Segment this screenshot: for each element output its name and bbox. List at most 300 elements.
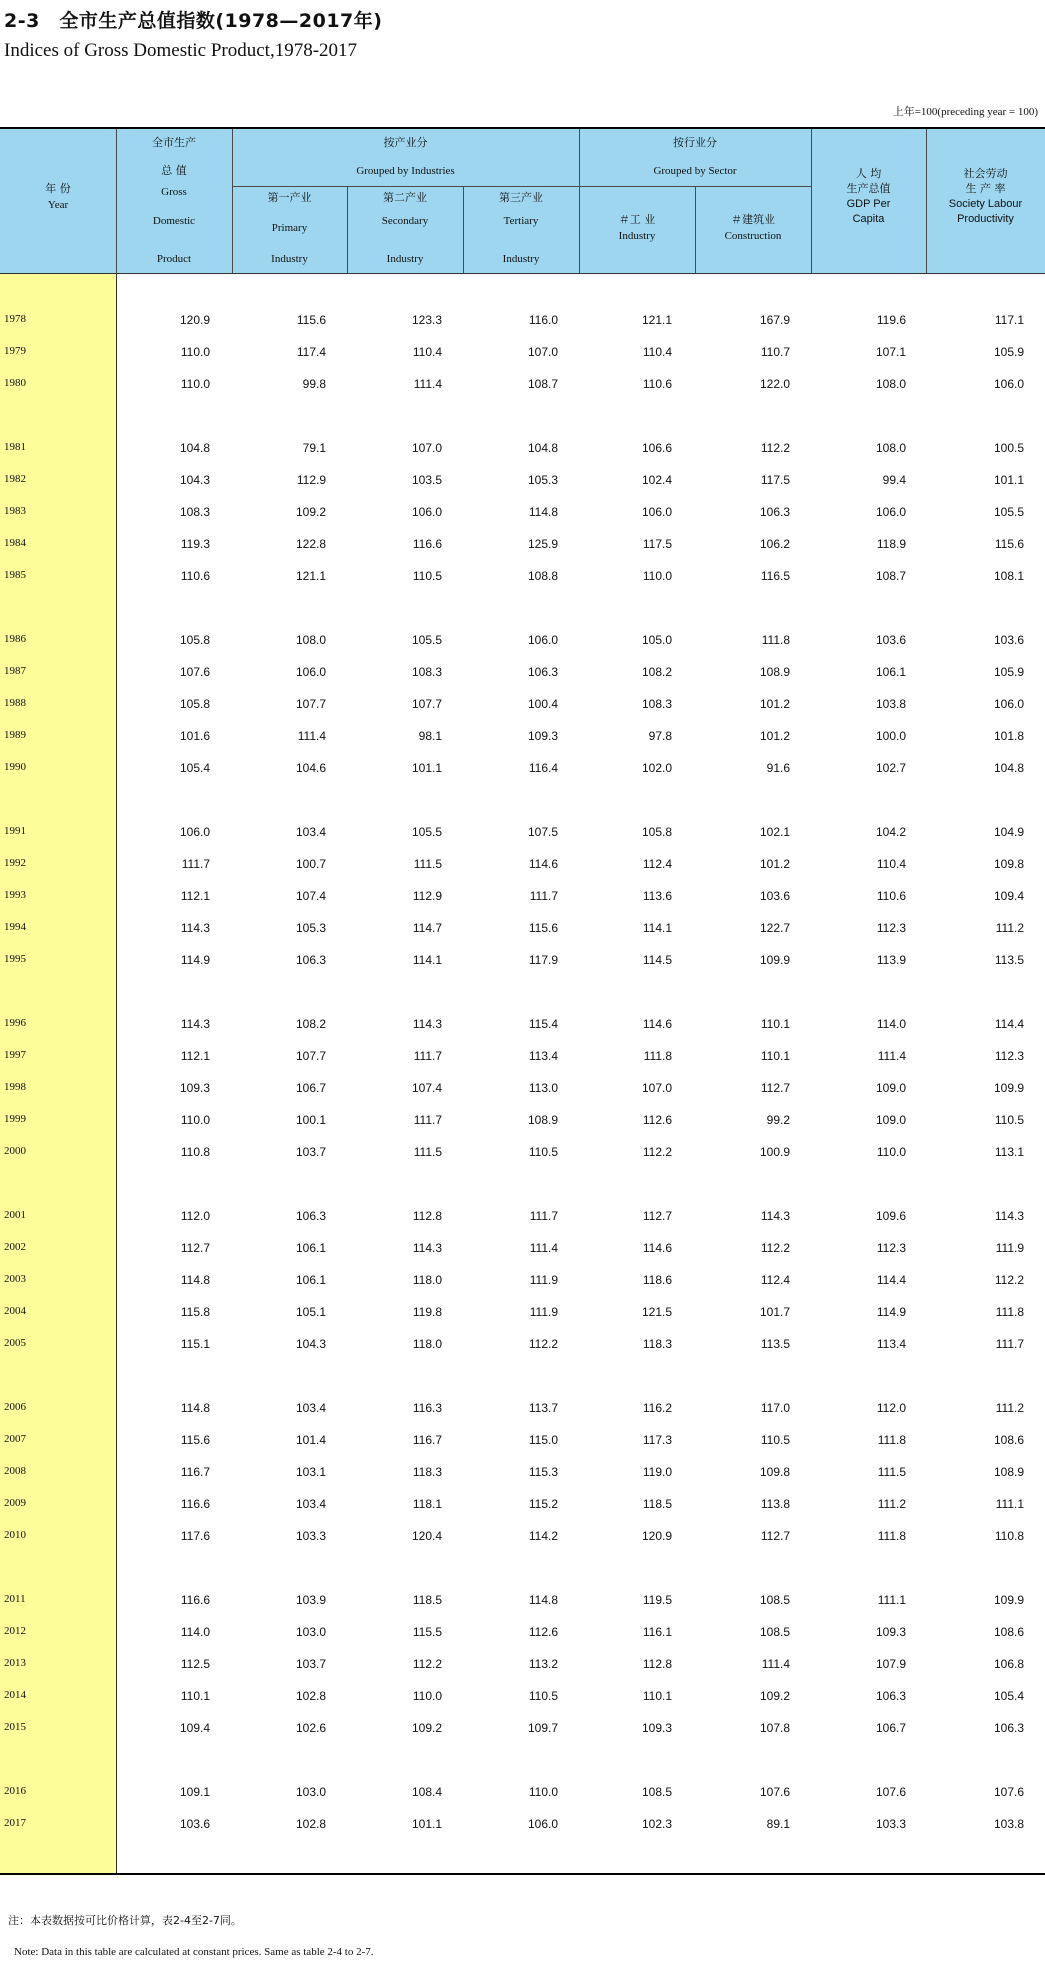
gdp-cell: 116.6 bbox=[180, 1497, 210, 1511]
secondary-cell: 123.3 bbox=[411, 313, 442, 327]
construction-cell: 112.2 bbox=[760, 441, 790, 455]
tertiary-cell: 111.7 bbox=[529, 889, 558, 903]
industry-cell: 114.6 bbox=[642, 1241, 672, 1255]
labour-productivity-cell: 106.0 bbox=[993, 377, 1024, 391]
labour-productivity-cell: 114.4 bbox=[994, 1017, 1024, 1031]
construction-cell: 108.5 bbox=[759, 1593, 790, 1607]
per-capita-cell: 114.0 bbox=[876, 1017, 906, 1031]
secondary-cell: 111.7 bbox=[413, 1049, 442, 1063]
gdp-cell: 112.0 bbox=[180, 1209, 210, 1223]
year-cell: 2007 bbox=[4, 1433, 26, 1445]
gdp-cell: 110.0 bbox=[180, 345, 210, 359]
gdp-cell: 112.1 bbox=[180, 1049, 210, 1063]
construction-cell: 122.0 bbox=[759, 377, 790, 391]
year-cell: 2005 bbox=[4, 1337, 26, 1349]
per-capita-cell: 99.4 bbox=[882, 473, 906, 487]
per-capita-cell: 111.2 bbox=[877, 1497, 906, 1511]
tertiary-cell: 115.2 bbox=[528, 1497, 558, 1511]
year-cell: 1978 bbox=[4, 313, 26, 325]
header-gdp-cn2: 总 值 bbox=[161, 164, 187, 177]
primary-cell: 112.9 bbox=[296, 473, 326, 487]
per-capita-cell: 114.4 bbox=[876, 1273, 906, 1287]
per-capita-cell: 107.6 bbox=[875, 1785, 906, 1799]
labour-productivity-cell: 107.6 bbox=[993, 1785, 1024, 1799]
labour-productivity-cell: 108.9 bbox=[993, 1465, 1024, 1479]
secondary-cell: 110.5 bbox=[412, 569, 442, 583]
year-cell: 1997 bbox=[4, 1049, 26, 1061]
tertiary-cell: 114.8 bbox=[528, 505, 558, 519]
per-capita-cell: 118.9 bbox=[876, 537, 906, 551]
tertiary-cell: 116.4 bbox=[528, 761, 558, 775]
per-capita-cell: 113.9 bbox=[876, 953, 906, 967]
year-cell: 1999 bbox=[4, 1113, 26, 1125]
year-cell: 2000 bbox=[4, 1145, 26, 1157]
tertiary-cell: 106.0 bbox=[527, 1817, 558, 1831]
header-primary-cn: 第一产业 bbox=[267, 191, 312, 204]
gdp-cell: 103.6 bbox=[179, 1817, 210, 1831]
gdp-cell: 109.3 bbox=[179, 1081, 210, 1095]
year-cell: 2016 bbox=[4, 1785, 26, 1797]
primary-cell: 103.0 bbox=[295, 1785, 326, 1799]
per-capita-cell: 103.3 bbox=[875, 1817, 906, 1831]
header-gdp-cn1: 全市生产 bbox=[152, 136, 196, 149]
secondary-cell: 118.3 bbox=[412, 1465, 442, 1479]
table-row bbox=[0, 825, 1045, 843]
table-row bbox=[0, 953, 1045, 971]
industry-cell: 102.4 bbox=[641, 473, 672, 487]
per-capita-cell: 106.1 bbox=[875, 665, 906, 679]
secondary-cell: 105.5 bbox=[411, 633, 442, 647]
secondary-cell: 118.0 bbox=[412, 1337, 442, 1351]
secondary-cell: 115.5 bbox=[412, 1625, 442, 1639]
footnote-cn: 注：本表数据按可比价格计算，表2-4至2-7同。 bbox=[8, 1914, 242, 1927]
per-capita-cell: 111.8 bbox=[877, 1529, 906, 1543]
year-cell: 1989 bbox=[4, 729, 26, 741]
construction-cell: 117.5 bbox=[760, 473, 790, 487]
year-cell: 2011 bbox=[4, 1593, 26, 1605]
tertiary-cell: 111.9 bbox=[529, 1273, 558, 1287]
secondary-cell: 111.7 bbox=[413, 1113, 442, 1127]
primary-cell: 99.8 bbox=[302, 377, 326, 391]
table-row bbox=[0, 921, 1045, 939]
industry-cell: 119.0 bbox=[642, 1465, 672, 1479]
primary-cell: 103.7 bbox=[295, 1145, 326, 1159]
tertiary-cell: 111.4 bbox=[529, 1241, 558, 1255]
gdp-cell: 110.8 bbox=[180, 1145, 210, 1159]
industry-cell: 114.6 bbox=[642, 1017, 672, 1031]
tertiary-cell: 105.3 bbox=[527, 473, 558, 487]
labour-productivity-cell: 113.1 bbox=[994, 1145, 1024, 1159]
table-row bbox=[0, 761, 1045, 779]
tertiary-cell: 115.3 bbox=[528, 1465, 558, 1479]
gdp-cell: 105.8 bbox=[179, 633, 210, 647]
primary-cell: 107.4 bbox=[295, 889, 326, 903]
table-row bbox=[0, 1017, 1045, 1035]
per-capita-cell: 111.1 bbox=[877, 1593, 906, 1607]
primary-cell: 106.3 bbox=[295, 1209, 326, 1223]
gdp-cell: 110.0 bbox=[180, 377, 210, 391]
construction-cell: 108.5 bbox=[759, 1625, 790, 1639]
header-secondary-en1: Secondary bbox=[381, 215, 429, 227]
industry-cell: 110.0 bbox=[642, 569, 672, 583]
secondary-cell: 110.4 bbox=[412, 345, 442, 359]
labour-productivity-cell: 111.2 bbox=[995, 921, 1024, 935]
table-row bbox=[0, 1817, 1045, 1835]
header-percapita-cn2: 生产总值 bbox=[846, 182, 891, 195]
per-capita-cell: 112.0 bbox=[876, 1401, 906, 1415]
per-capita-cell: 102.7 bbox=[875, 761, 906, 775]
construction-cell: 91.6 bbox=[766, 761, 790, 775]
year-cell: 1998 bbox=[4, 1081, 26, 1093]
gdp-cell: 108.3 bbox=[179, 505, 210, 519]
industry-cell: 112.7 bbox=[642, 1209, 672, 1223]
primary-cell: 103.7 bbox=[295, 1657, 326, 1671]
table-row bbox=[0, 1209, 1045, 1227]
secondary-cell: 114.7 bbox=[412, 921, 442, 935]
tertiary-cell: 107.0 bbox=[527, 345, 558, 359]
construction-cell: 109.8 bbox=[759, 1465, 790, 1479]
table-row bbox=[0, 1657, 1045, 1675]
year-cell: 2002 bbox=[4, 1241, 26, 1253]
primary-cell: 103.9 bbox=[295, 1593, 326, 1607]
gdp-cell: 115.1 bbox=[180, 1337, 210, 1351]
table-row bbox=[0, 1721, 1045, 1739]
gdp-cell: 119.3 bbox=[180, 537, 210, 551]
header-secondary-en2: Industry bbox=[386, 253, 424, 265]
secondary-cell: 116.6 bbox=[412, 537, 442, 551]
per-capita-cell: 110.4 bbox=[876, 857, 906, 871]
per-capita-cell: 103.6 bbox=[875, 633, 906, 647]
industry-cell: 114.5 bbox=[642, 953, 672, 967]
industry-cell: 112.2 bbox=[642, 1145, 672, 1159]
gdp-cell: 109.4 bbox=[179, 1721, 210, 1735]
primary-cell: 107.7 bbox=[295, 697, 326, 711]
gdp-cell: 107.6 bbox=[179, 665, 210, 679]
header-tertiary-en2: Industry bbox=[502, 253, 540, 265]
construction-cell: 111.8 bbox=[761, 633, 790, 647]
tertiary-cell: 125.9 bbox=[527, 537, 558, 551]
tertiary-cell: 106.0 bbox=[527, 633, 558, 647]
header-year-en: Year bbox=[47, 199, 69, 211]
labour-productivity-cell: 103.6 bbox=[993, 633, 1024, 647]
construction-cell: 101.2 bbox=[759, 697, 790, 711]
labour-productivity-cell: 109.8 bbox=[993, 857, 1024, 871]
year-cell: 2003 bbox=[4, 1273, 26, 1285]
year-cell: 1988 bbox=[4, 697, 26, 709]
primary-cell: 104.6 bbox=[295, 761, 326, 775]
year-cell: 1983 bbox=[4, 505, 26, 517]
gdp-cell: 106.0 bbox=[179, 825, 210, 839]
tertiary-cell: 110.0 bbox=[528, 1785, 558, 1799]
industry-cell: 120.9 bbox=[641, 1529, 672, 1543]
secondary-cell: 107.7 bbox=[411, 697, 442, 711]
page-title-cn: 2-3 全市生产总值指数(1978—2017年) bbox=[4, 10, 383, 32]
labour-productivity-cell: 105.9 bbox=[993, 665, 1024, 679]
primary-cell: 122.8 bbox=[295, 537, 326, 551]
per-capita-cell: 113.4 bbox=[876, 1337, 906, 1351]
tertiary-cell: 106.3 bbox=[527, 665, 558, 679]
table-row bbox=[0, 1497, 1045, 1515]
labour-productivity-cell: 108.1 bbox=[993, 569, 1024, 583]
labour-productivity-cell: 106.0 bbox=[993, 697, 1024, 711]
industry-cell: 116.2 bbox=[642, 1401, 672, 1415]
gdp-cell: 114.0 bbox=[180, 1625, 210, 1639]
year-cell: 1984 bbox=[4, 537, 26, 549]
labour-productivity-cell: 111.9 bbox=[995, 1241, 1024, 1255]
primary-cell: 106.0 bbox=[295, 665, 326, 679]
construction-cell: 107.8 bbox=[759, 1721, 790, 1735]
industry-cell: 106.0 bbox=[641, 505, 672, 519]
labour-productivity-cell: 112.3 bbox=[994, 1049, 1024, 1063]
table-row bbox=[0, 1401, 1045, 1419]
per-capita-cell: 107.9 bbox=[875, 1657, 906, 1671]
per-capita-cell: 106.7 bbox=[875, 1721, 906, 1735]
header-tertiary-en1: Tertiary bbox=[503, 215, 539, 227]
header-primary-en2: Industry bbox=[271, 253, 308, 265]
per-capita-cell: 108.7 bbox=[875, 569, 906, 583]
per-capita-cell: 108.0 bbox=[875, 441, 906, 455]
secondary-cell: 107.0 bbox=[411, 441, 442, 455]
industry-cell: 118.5 bbox=[642, 1497, 672, 1511]
secondary-cell: 103.5 bbox=[411, 473, 442, 487]
industry-cell: 114.1 bbox=[642, 921, 672, 935]
labour-productivity-cell: 105.5 bbox=[993, 505, 1024, 519]
per-capita-cell: 100.0 bbox=[875, 729, 906, 743]
industry-cell: 106.6 bbox=[641, 441, 672, 455]
construction-cell: 106.2 bbox=[759, 537, 790, 551]
header-gdp-en1: Gross bbox=[161, 186, 187, 198]
industry-cell: 113.6 bbox=[642, 889, 672, 903]
year-cell: 2008 bbox=[4, 1465, 26, 1477]
secondary-cell: 111.4 bbox=[413, 377, 442, 391]
construction-cell: 100.9 bbox=[759, 1145, 790, 1159]
table-row bbox=[0, 1465, 1045, 1483]
header-sector-en: Grouped by Sector bbox=[653, 165, 737, 177]
year-cell: 1995 bbox=[4, 953, 26, 965]
tertiary-cell: 112.6 bbox=[528, 1625, 558, 1639]
table-row bbox=[0, 377, 1045, 395]
table-bottom-rule bbox=[0, 1873, 1045, 1875]
per-capita-cell: 103.8 bbox=[875, 697, 906, 711]
secondary-cell: 116.7 bbox=[412, 1433, 442, 1447]
table-row bbox=[0, 1273, 1045, 1291]
tertiary-cell: 115.6 bbox=[528, 921, 558, 935]
per-capita-cell: 112.3 bbox=[876, 1241, 906, 1255]
table-row bbox=[0, 1529, 1045, 1547]
industry-cell: 112.6 bbox=[642, 1113, 672, 1127]
construction-cell: 117.0 bbox=[760, 1401, 790, 1415]
gdp-cell: 104.8 bbox=[179, 441, 210, 455]
header-industry-cn: ＃工 业 bbox=[618, 213, 656, 226]
tertiary-cell: 111.7 bbox=[529, 1209, 558, 1223]
labour-productivity-cell: 106.8 bbox=[993, 1657, 1024, 1671]
industry-cell: 111.8 bbox=[643, 1049, 672, 1063]
secondary-cell: 107.4 bbox=[411, 1081, 442, 1095]
labour-productivity-cell: 111.7 bbox=[995, 1337, 1024, 1351]
construction-cell: 106.3 bbox=[759, 505, 790, 519]
construction-cell: 111.4 bbox=[761, 1657, 790, 1671]
table-row bbox=[0, 1785, 1045, 1803]
labour-productivity-cell: 111.8 bbox=[995, 1305, 1024, 1319]
header-industry-en: Industry bbox=[618, 230, 656, 242]
table-row bbox=[0, 729, 1045, 747]
industry-cell: 121.5 bbox=[641, 1305, 672, 1319]
secondary-cell: 118.1 bbox=[412, 1497, 442, 1511]
tertiary-cell: 115.4 bbox=[528, 1017, 558, 1031]
year-cell: 1979 bbox=[4, 345, 26, 357]
secondary-cell: 119.8 bbox=[412, 1305, 442, 1319]
gdp-cell: 105.4 bbox=[179, 761, 210, 775]
labour-productivity-cell: 108.6 bbox=[993, 1433, 1024, 1447]
construction-cell: 110.7 bbox=[760, 345, 790, 359]
year-cell: 2012 bbox=[4, 1625, 26, 1637]
construction-cell: 89.1 bbox=[766, 1817, 790, 1831]
labour-productivity-cell: 111.2 bbox=[995, 1401, 1024, 1415]
secondary-cell: 111.5 bbox=[413, 857, 442, 871]
page-title-en: Indices of Gross Domestic Product,1978-2017 bbox=[4, 40, 358, 61]
construction-cell: 167.9 bbox=[759, 313, 790, 327]
gdp-cell: 116.6 bbox=[180, 1593, 210, 1607]
tertiary-cell: 100.4 bbox=[527, 697, 558, 711]
industry-cell: 121.1 bbox=[641, 313, 672, 327]
tertiary-cell: 115.0 bbox=[528, 1433, 558, 1447]
per-capita-cell: 111.4 bbox=[877, 1049, 906, 1063]
industry-cell: 118.3 bbox=[642, 1337, 672, 1351]
construction-cell: 122.7 bbox=[759, 921, 790, 935]
header-construction-en: Construction bbox=[724, 230, 782, 242]
secondary-cell: 101.1 bbox=[411, 1817, 442, 1831]
primary-cell: 100.7 bbox=[295, 857, 326, 871]
primary-cell: 106.1 bbox=[295, 1241, 326, 1255]
construction-cell: 112.7 bbox=[760, 1081, 790, 1095]
table-row bbox=[0, 889, 1045, 907]
header-percapita-en1: GDP Per bbox=[846, 198, 891, 210]
secondary-cell: 114.3 bbox=[412, 1241, 442, 1255]
tertiary-cell: 112.2 bbox=[528, 1337, 558, 1351]
gdp-cell: 110.1 bbox=[180, 1689, 210, 1703]
table-row bbox=[0, 1113, 1045, 1131]
per-capita-cell: 109.0 bbox=[875, 1081, 906, 1095]
labour-productivity-cell: 109.4 bbox=[993, 889, 1024, 903]
industry-cell: 117.3 bbox=[642, 1433, 672, 1447]
header-primary-en1: Primary bbox=[271, 222, 308, 234]
industry-cell: 108.5 bbox=[641, 1785, 672, 1799]
year-cell: 1985 bbox=[4, 569, 26, 581]
table-row bbox=[0, 345, 1045, 363]
primary-cell: 102.8 bbox=[295, 1689, 326, 1703]
primary-cell: 105.1 bbox=[295, 1305, 326, 1319]
primary-cell: 101.4 bbox=[295, 1433, 326, 1447]
gdp-cell: 101.6 bbox=[179, 729, 210, 743]
industry-cell: 110.6 bbox=[642, 377, 672, 391]
table-row bbox=[0, 1689, 1045, 1707]
primary-cell: 108.2 bbox=[295, 1017, 326, 1031]
industry-cell: 108.3 bbox=[641, 697, 672, 711]
table-row bbox=[0, 569, 1045, 587]
table-row bbox=[0, 1241, 1045, 1259]
tertiary-cell: 109.7 bbox=[527, 1721, 558, 1735]
tertiary-cell: 104.8 bbox=[527, 441, 558, 455]
secondary-cell: 112.8 bbox=[412, 1209, 442, 1223]
industry-cell: 110.4 bbox=[642, 345, 672, 359]
primary-cell: 102.8 bbox=[295, 1817, 326, 1831]
gdp-cell: 112.7 bbox=[180, 1241, 210, 1255]
industry-cell: 105.8 bbox=[641, 825, 672, 839]
secondary-cell: 114.3 bbox=[412, 1017, 442, 1031]
year-cell: 2017 bbox=[4, 1817, 26, 1829]
construction-cell: 112.2 bbox=[760, 1241, 790, 1255]
industry-cell: 97.8 bbox=[648, 729, 672, 743]
gdp-cell: 110.0 bbox=[180, 1113, 210, 1127]
secondary-cell: 112.9 bbox=[412, 889, 442, 903]
per-capita-cell: 110.6 bbox=[876, 889, 906, 903]
per-capita-cell: 107.1 bbox=[875, 345, 906, 359]
primary-cell: 108.0 bbox=[295, 633, 326, 647]
tertiary-cell: 116.0 bbox=[528, 313, 558, 327]
industry-cell: 108.2 bbox=[641, 665, 672, 679]
primary-cell: 115.6 bbox=[296, 313, 326, 327]
secondary-cell: 110.0 bbox=[412, 1689, 442, 1703]
industry-cell: 107.0 bbox=[641, 1081, 672, 1095]
per-capita-cell: 111.8 bbox=[877, 1433, 906, 1447]
construction-cell: 112.4 bbox=[760, 1273, 790, 1287]
primary-cell: 103.4 bbox=[295, 825, 326, 839]
header-sector-cn: 按行业分 bbox=[673, 136, 717, 149]
labour-productivity-cell: 106.3 bbox=[993, 1721, 1024, 1735]
construction-cell: 113.8 bbox=[760, 1497, 790, 1511]
year-cell: 1987 bbox=[4, 665, 26, 677]
tertiary-cell: 114.6 bbox=[528, 857, 558, 871]
labour-productivity-cell: 100.5 bbox=[993, 441, 1024, 455]
gdp-cell: 112.5 bbox=[180, 1657, 210, 1671]
primary-cell: 103.1 bbox=[295, 1465, 326, 1479]
primary-cell: 109.2 bbox=[295, 505, 326, 519]
gdp-cell: 114.8 bbox=[180, 1401, 210, 1415]
industry-cell: 118.6 bbox=[642, 1273, 672, 1287]
gdp-cell: 109.1 bbox=[179, 1785, 210, 1799]
per-capita-cell: 119.6 bbox=[876, 313, 906, 327]
year-cell: 2009 bbox=[4, 1497, 26, 1509]
year-cell: 1994 bbox=[4, 921, 26, 933]
header-divider bbox=[232, 186, 811, 187]
header-labour-en1: Society Labour bbox=[948, 198, 1023, 210]
header-tertiary-cn: 第三产业 bbox=[499, 191, 543, 204]
labour-productivity-cell: 108.6 bbox=[993, 1625, 1024, 1639]
primary-cell: 103.4 bbox=[295, 1401, 326, 1415]
header-construction-cn: ＃建筑业 bbox=[731, 213, 775, 226]
construction-cell: 107.6 bbox=[759, 1785, 790, 1799]
tertiary-cell: 110.5 bbox=[528, 1145, 558, 1159]
tertiary-cell: 113.2 bbox=[528, 1657, 558, 1671]
secondary-cell: 105.5 bbox=[411, 825, 442, 839]
secondary-cell: 114.1 bbox=[412, 953, 442, 967]
header-labour-cn1: 社会劳动 bbox=[963, 167, 1008, 180]
tertiary-cell: 113.4 bbox=[528, 1049, 558, 1063]
header-gdp-en3: Product bbox=[156, 253, 192, 265]
primary-cell: 117.4 bbox=[296, 345, 326, 359]
year-cell: 1986 bbox=[4, 633, 26, 645]
per-capita-cell: 114.9 bbox=[876, 1305, 906, 1319]
tertiary-cell: 113.0 bbox=[528, 1081, 558, 1095]
labour-productivity-cell: 112.2 bbox=[994, 1273, 1024, 1287]
labour-productivity-cell: 113.5 bbox=[994, 953, 1024, 967]
gdp-cell: 116.7 bbox=[180, 1465, 210, 1479]
primary-cell: 103.3 bbox=[295, 1529, 326, 1543]
tertiary-cell: 108.8 bbox=[527, 569, 558, 583]
construction-cell: 101.2 bbox=[759, 729, 790, 743]
per-capita-cell: 106.3 bbox=[875, 1689, 906, 1703]
construction-cell: 110.1 bbox=[760, 1017, 790, 1031]
